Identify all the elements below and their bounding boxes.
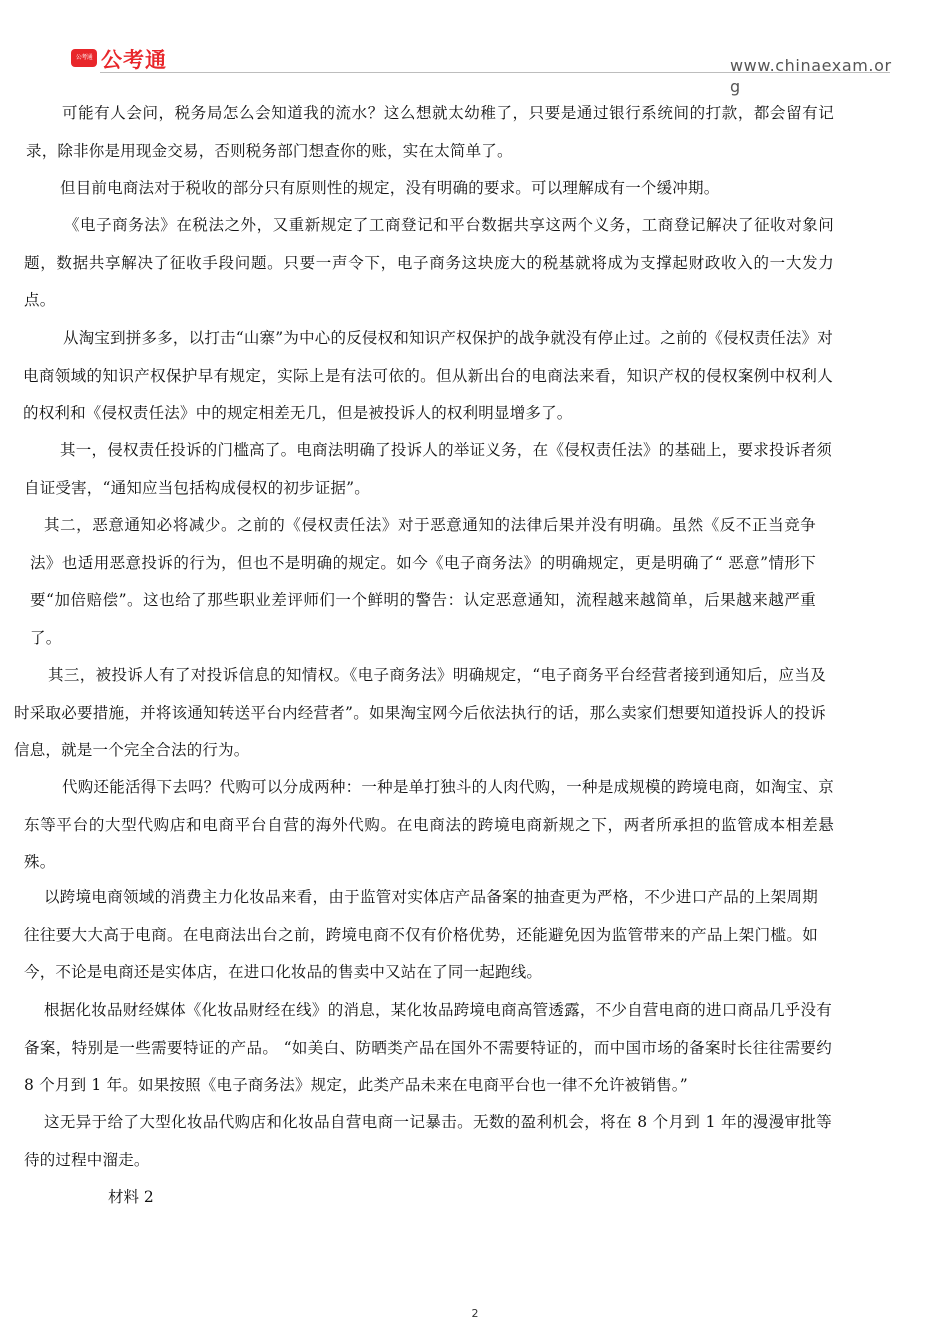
paragraph-3: 《电子商务法》在税法之外，又重新规定了工商登记和平台数据共享这两个义务，工商登记解决了征收对象问题，数据共享解决了征收手段问题。只要一声令下，电子商务这块庞大的税基就将成为支撑起财政收入的一大发力点。	[24, 216, 834, 309]
paragraph-10: 根据化妆品财经媒体《化妆品财经在线》的消息，某化妆品跨境电商高管透露，不少自营电商的进口商品几乎没有备案，特别是一些需要特证的产品。 “如美白、防晒类产品在国外不需要特证的，而中国市场的备案时长往往需要约 8 个月到 1 年。如果按照《电子商务法》规定，此类产品未来在电商平台也一律不允许被销售。”	[24, 1001, 832, 1094]
paragraph-9: 以跨境电商领域的消费主力化妆品来看，由于监管对实体店产品备案的抽查更为严格，不少进口产品的上架周期往往要大大高于电商。在电商法出台之前，跨境电商不仅有价格优势，还能避免因为监管带来的产品上架门槛。如今，不论是电商还是实体店，在进口化妆品的售卖中又站在了同一起跑线。	[24, 888, 818, 981]
page-header	[0, 0, 950, 95]
page-number: 2	[471, 1307, 479, 1320]
paragraph-6: 其二，恶意通知必将减少。之前的《侵权责任法》对于恶意通知的法律后果并没有明确。虽然《反不正当竞争法》也适用恶意投诉的行为，但也不是明确的规定。如今《电子商务法》的明确规定，更是明确了“ 恶意”情形下要“加倍赔偿”。这也给了那些职业差评师们一个鲜明的警告：认定恶意通知，流程越来越简单，后果越来越严重了。	[30, 516, 816, 647]
paragraph-2: 但目前电商法对于税收的部分只有原则性的规定，没有明确的要求。可以理解成有一个缓冲期。	[60, 179, 720, 197]
paragraph-11: 这无异于给了大型化妆品代购店和化妆品自营电商一记暴击。无数的盈利机会，将在 8 个月到 1 年的漫漫审批等待的过程中溜走。	[24, 1113, 832, 1169]
logo-badge: 公考通	[71, 49, 97, 67]
site-url[interactable]: www.chinaexam.org	[730, 56, 892, 96]
paragraph-8: 代购还能活得下去吗？代购可以分成两种：一种是单打独斗的人肉代购，一种是成规模的跨境电商，如淘宝、京东等平台的大型代购店和电商平台自营的海外代购。在电商法的跨境电商新规之下，两者所承担的监管成本相差悬殊。	[24, 778, 834, 871]
paragraph-7: 其三，被投诉人有了对投诉信息的知情权。《电子商务法》明确规定，“电子商务平台经营者接到通知后，应当及时采取必要措施，并将该通知转送平台内经营者”。如果淘宝网今后依法执行的话，那么卖家们想要知道投诉人的投诉信息，就是一个完全合法的行为。	[14, 666, 826, 759]
paragraph-1: 可能有人会问，税务局怎么会知道我的流水？这么想就太幼稚了，只要是通过银行系统间的打款，都会留有记录，除非你是用现金交易，否则税务部门想查你的账，实在太简单了。	[26, 104, 834, 160]
section-label: 材料 2	[108, 1188, 154, 1206]
paragraph-5: 其一，侵权责任投诉的门槛高了。电商法明确了投诉人的举证义务，在《侵权责任法》的基础上，要求投诉者须自证受害，“通知应当包括构成侵权的初步证据”。	[24, 441, 832, 497]
logo-text: 公考通	[101, 48, 167, 72]
paragraph-4: 从淘宝到拼多多，以打击“山寨”为中心的反侵权和知识产权保护的战争就没有停止过。之前的《侵权责任法》对电商领域的知识产权保护早有规定，实际上是有法可依的。但从新出台的电商法来看，知识产权的侵权案例中权利人的权利和《侵权责任法》中的规定相差无几，但是被投诉人的权利明显增多了。	[23, 329, 833, 422]
